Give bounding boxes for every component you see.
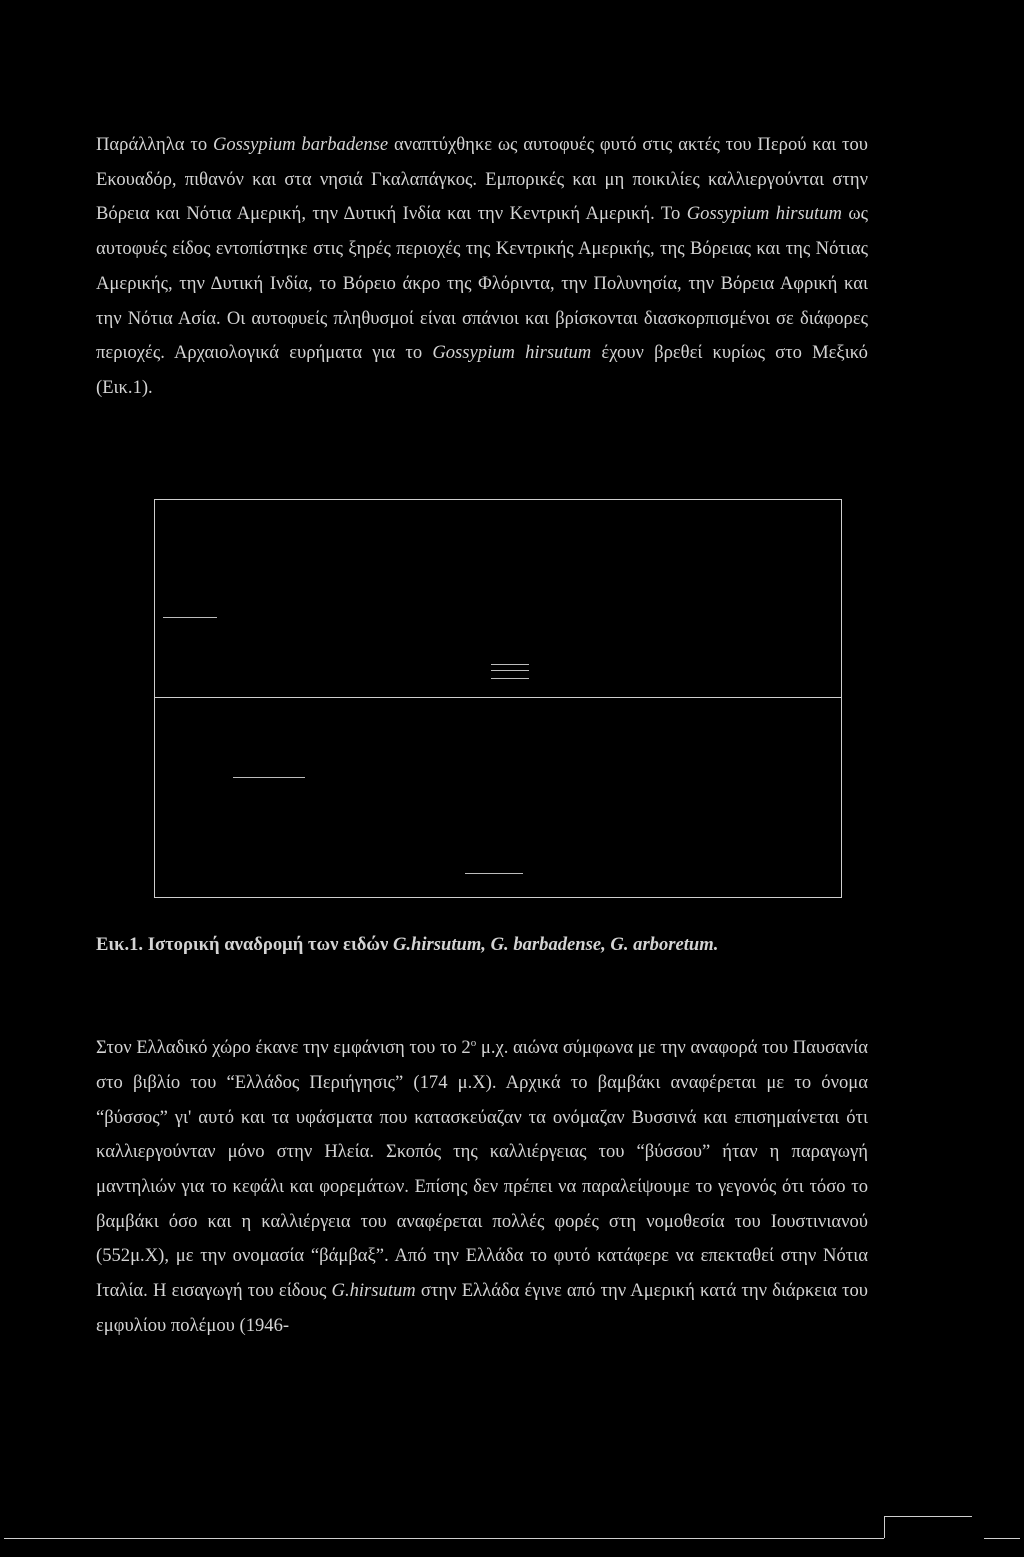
species-name: Gossypium barbadense bbox=[212, 134, 389, 155]
figure-mark bbox=[233, 777, 305, 778]
paragraph-text: Παράλληλα το bbox=[96, 134, 213, 155]
figure-mark bbox=[491, 678, 529, 679]
footer-rule-tick bbox=[884, 1516, 885, 1538]
superscript: ο bbox=[470, 1037, 477, 1049]
caption-species: G.hirsutum, G. barbadense, G. arboretum. bbox=[392, 934, 719, 955]
species-name: Gossypium hirsutum bbox=[686, 203, 842, 225]
figure-mark bbox=[465, 873, 523, 874]
figure-mark bbox=[163, 617, 217, 618]
species-name: Gossypium hirsutum bbox=[432, 342, 592, 364]
footer-rule-upper bbox=[884, 1516, 972, 1517]
paragraph-text: έχουν βρεθεί κυρίως στο Μεξικό (Εικ.1). bbox=[96, 342, 868, 398]
paragraph-text: αναπτύχθηκε ως αυτοφυές φυτό στις ακτές του Περού και του Εκουαδόρ, πιθανόν και στα νησιά Γκαλαπάγκος. Εμπορικές και μη ποικιλίες καλλιεργούνται στην Βόρεια και Νότια Αμερική, την Δυτική Ινδία και την Κεντρική Αμερική. Το bbox=[96, 134, 869, 225]
figure-1-frame bbox=[154, 499, 842, 898]
paragraph-text: ως αυτοφυές είδος εντοπίστηκε στις ξηρές περιοχές της Κεντρικής Αμερικής, της Βόρειας και της Νότιας Αμερικής, την Δυτική Ινδία, το Βόρειο άκρο της Φλόριντα, την Πολυνησία, την Βόρεια Αφρική και την Νότια Ασία. Οι αυτοφυείς πληθυσμοί είναι σπάνιοι και βρίσκονται διασκορπισμένοι σε διάφορες περιοχές. Αρχαιολογικά ευρήματα για το bbox=[96, 203, 868, 364]
paragraph-text: Στον Ελλαδικό χώρο έκανε την εμφάνιση του το 2 bbox=[96, 1037, 471, 1059]
paragraph-text: μ.χ. αιώνα σύμφωνα με την αναφορά του Παυσανία στο βιβλίο του “Ελλάδος Περιήγησις” (174 μ.Χ). Αρχικά το βαμβάκι αναφέρεται με το όνομα “βύσσος” γι' αυτό και τα υφάσματα που κατασκεύαζαν τα ονόμαζαν Βυσσινά και επισημαίνεται ότι καλλιεργούνταν μόνο στην Ηλεία. Σκοπός της καλλιέργειας του “βύσσου” ήταν η παραγωγή μαντηλιών για το κεφάλι και φορεμάτων. Επίσης δεν πρέπει να παραλείψουμε το γεγονός ότι τόσο το βαμβάκι όσο και η καλλιέργεια του αναφέρεται πολλές φορές στη νομοθεσία του Ιουστινιανού (552μ.Χ), με την ονομασία “βάμβαξ”. Από την Ελλάδα το φυτό κατάφερε να επεκταθεί στην Νότια Ιταλία. Η εισαγωγή του είδους bbox=[96, 1037, 868, 1302]
species-name: G.hirsutum bbox=[331, 1280, 416, 1302]
body-paragraph-2 bbox=[96, 1026, 868, 1344]
figure-divider bbox=[155, 697, 841, 698]
figure-mark bbox=[491, 670, 529, 671]
footer-rule bbox=[4, 1538, 884, 1539]
figure-caption bbox=[96, 928, 868, 963]
paragraph-text: στην Ελλάδα έγινε από την Αμερική κατά την διάρκεια του εμφυλίου πολέμου (1946- bbox=[96, 1280, 869, 1336]
figure-mark bbox=[491, 664, 529, 665]
caption-label: Εικ.1. Ιστορική αναδρομή των ειδών bbox=[96, 934, 393, 955]
body-paragraph-1 bbox=[96, 128, 868, 406]
footer-rule-end bbox=[984, 1538, 1020, 1539]
